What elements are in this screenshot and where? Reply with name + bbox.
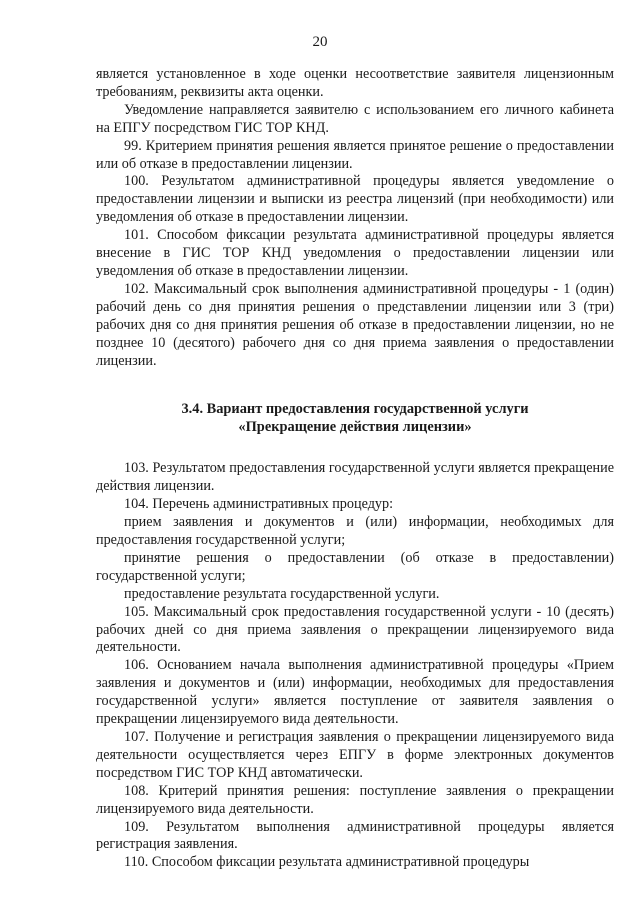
paragraph: Уведомление направляется заявителю с использованием его личного кабинета на ЕПГУ посредством ГИС ТОР КНД. [96,101,614,136]
paragraph: предоставление результата государственной услуги. [124,585,440,602]
paragraph: 106. Основанием начала выполнения административной процедуры «Прием заявления и документов и (или) информации, необходимых для предоставления государственной услуги» является поступление от заявителя заявления о прекращении лицензируемого вида деятельности. [96,657,614,728]
paragraph: 99. Критерием принятия решения является принятое решение о предоставлении или об отказе в предоставлении лицензии. [96,137,614,172]
paragraph: 105. Максимальный срок предоставления государственной услуги - 10 (десять) рабочих дней со дня приема заявления о прекращении лицензируемого вида деятельности. [96,603,614,656]
page-number: 20 [312,34,328,50]
paragraph: 103. Результатом предоставления государственной услуги является прекращение действия лицензии. [96,460,614,495]
paragraph: 108. Критерий принятия решения: поступление заявления о прекращении лицензируемого вида деятельности. [96,782,614,817]
document-body [96,66,614,872]
section-heading-line-2: «Прекращение действия лицензии» [238,419,472,436]
paragraph: 102. Максимальный срок выполнения административной процедуры - 1 (один) рабочий день со дня принятия решения о представлении лицензии или 3 (три) рабочих дня со дня принятия решения об отказе в предоставлении лицензии, но не позднее 10 (десятого) рабочего дня со дня приема заявления о предоставлении лицензии. [96,280,614,369]
paragraph: 100. Результатом административной процедуры является уведомление о предоставлении лицензии и выписки из реестра лицензий (при необходимости) или уведомления об отказе в предоставлении лицензии. [96,173,614,226]
paragraphs-after-heading [96,460,614,872]
paragraph: является установленное в ходе оценки несоответствие заявителя лицензионным требованиям, реквизиты акта оценки. [96,66,614,100]
paragraphs-before-heading [96,66,614,370]
paragraph: 101. Способом фиксации результата административной процедуры является внесение в ГИС ТОР КНД уведомления о предоставлении лицензии или уведомления об отказе в предоставлении лицензии. [96,227,614,279]
paragraph: 104. Перечень административных процедур: [124,496,394,513]
section-heading [96,400,614,436]
paragraph: 107. Получение и регистрация заявления о прекращении лицензируемого вида деятельности осуществляется через ЕПГУ в форме электронных документов посредством ГИС ТОР КНД автоматически. [96,729,614,781]
section-heading-line-1: 3.4. Вариант предоставления государственной услуги [181,401,529,418]
paragraph: 110. Способом фиксации результата административной процедуры [124,854,530,871]
paragraph: 109. Результатом выполнения административной процедуры является регистрация заявления. [96,818,614,853]
paragraph: принятие решения о предоставлении (об отказе в предоставлении) государственной услуги; [96,549,614,584]
paragraph: прием заявления и документов и (или) информации, необходимых для предоставления государственной услуги; [96,514,614,549]
